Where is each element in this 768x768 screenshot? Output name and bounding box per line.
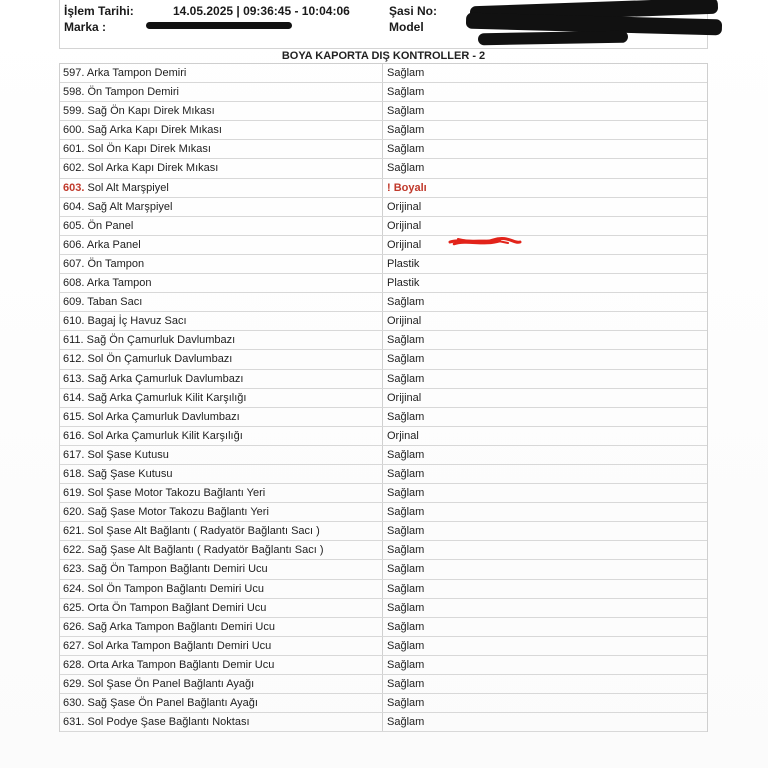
status-cell: Orjinal xyxy=(387,429,419,442)
item-name: Sol Arka Çamurluk Kilit Karşılığı xyxy=(84,429,243,442)
item-number: 626. xyxy=(63,620,85,633)
status-cell: Sağlam xyxy=(387,678,425,690)
item-number: 610. xyxy=(63,315,85,328)
item-number: 616. xyxy=(63,429,85,442)
status-cell: Sağlam xyxy=(387,563,425,576)
item-cell xyxy=(60,64,383,82)
item-cell xyxy=(60,637,383,655)
item-cell xyxy=(60,274,383,292)
model-label: Model xyxy=(389,20,424,34)
item-name: Sol Şase Ön Panel Bağlantı Ayağı xyxy=(84,678,255,690)
item-cell xyxy=(60,350,383,368)
table-row xyxy=(60,102,707,121)
item-cell xyxy=(60,83,383,101)
status-cell: Sağlam xyxy=(387,620,425,633)
status-cell: Sağlam xyxy=(387,86,425,99)
item-cell xyxy=(60,580,383,598)
item-name: Orta Arka Tampon Bağlantı Demir Ucu xyxy=(84,658,275,671)
item-number: 597. xyxy=(63,67,85,79)
item-cell xyxy=(60,179,383,197)
item-name: Sağ Şase Alt Bağlantı ( Radyatör Bağlantı Sacı ) xyxy=(84,544,324,557)
table-row xyxy=(60,331,707,350)
brand-redaction xyxy=(146,22,292,29)
item-cell xyxy=(60,121,383,139)
item-number: 605. xyxy=(63,219,85,232)
item-name: Sağ Alt Marşpiyel xyxy=(84,200,173,213)
status-cell: Sağlam xyxy=(387,525,425,538)
status-cell: Sağlam xyxy=(387,105,425,118)
item-name: Taban Sacı xyxy=(84,296,143,309)
item-name: Sağ Ön Kapı Direk Mıkası xyxy=(84,105,215,118)
status-cell: Orijinal xyxy=(387,391,422,404)
status-cell: ! Boyalı xyxy=(387,181,427,194)
status-cell: Sağlam xyxy=(387,658,425,671)
table-row xyxy=(60,179,707,198)
table-row xyxy=(60,274,707,293)
table-row xyxy=(60,121,707,140)
status-cell: Orijinal xyxy=(387,238,422,251)
item-cell xyxy=(60,293,383,311)
item-name: Sol Arka Kapı Direk Mıkası xyxy=(84,162,219,175)
table-row xyxy=(60,64,707,83)
table-row xyxy=(60,465,707,484)
status-cell: Sağlam xyxy=(387,697,425,710)
table-row xyxy=(60,522,707,541)
item-cell xyxy=(60,675,383,693)
item-name: Sol Alt Marşpiyel xyxy=(84,181,169,194)
status-cell: Sağlam xyxy=(387,601,425,614)
item-number: 625. xyxy=(63,601,85,614)
item-number: 613. xyxy=(63,372,85,385)
item-cell xyxy=(60,713,383,731)
item-number: 628. xyxy=(63,658,85,671)
item-cell xyxy=(60,370,383,388)
item-name: Sağ Şase Kutusu xyxy=(84,467,173,480)
chassis-label: Şasi No: xyxy=(389,4,438,18)
item-number: 618. xyxy=(63,467,85,480)
table-row xyxy=(60,312,707,331)
item-cell xyxy=(60,389,383,407)
status-cell: Sağlam xyxy=(387,448,425,461)
item-name: Sağ Arka Kapı Direk Mıkası xyxy=(84,124,222,137)
status-cell: Plastik xyxy=(387,277,420,290)
item-name: Orta Ön Tampon Bağlant Demiri Ucu xyxy=(84,601,267,614)
date-value: 14.05.2025 | 09:36:45 - 10:04:06 xyxy=(173,4,350,18)
item-name: Ön Panel xyxy=(84,219,134,232)
table-row xyxy=(60,408,707,427)
table-row xyxy=(60,370,707,389)
table-row xyxy=(60,484,707,503)
table-row xyxy=(60,83,707,102)
item-cell xyxy=(60,236,383,254)
item-number: 627. xyxy=(63,639,85,652)
item-number: 615. xyxy=(63,410,85,423)
item-number: 611. xyxy=(63,334,84,347)
item-number: 606. xyxy=(63,238,85,251)
table-row xyxy=(60,236,707,255)
item-cell xyxy=(60,599,383,617)
item-name: Sağ Arka Tampon Bağlantı Demiri Ucu xyxy=(84,620,275,633)
item-number: 631. xyxy=(63,716,85,729)
item-name: Sol Ön Tampon Bağlantı Demiri Ucu xyxy=(84,582,264,595)
item-number: 607. xyxy=(63,257,85,270)
table-row xyxy=(60,427,707,446)
item-name: Arka Tampon xyxy=(84,277,152,290)
table-row xyxy=(60,293,707,312)
table-row xyxy=(60,560,707,579)
item-number: 599. xyxy=(63,105,85,118)
table-row xyxy=(60,637,707,656)
item-cell xyxy=(60,255,383,273)
table-row xyxy=(60,599,707,618)
item-cell xyxy=(60,560,383,578)
status-cell: Sağlam xyxy=(387,124,425,137)
item-name: Sağ Ön Tampon Bağlantı Demiri Ucu xyxy=(84,563,268,576)
item-name: Ön Tampon xyxy=(84,257,145,270)
item-name: Sağ Arka Çamurluk Davlumbazı xyxy=(84,372,244,385)
status-cell: Sağlam xyxy=(387,162,425,175)
table-row xyxy=(60,541,707,560)
status-cell: Sağlam xyxy=(387,487,425,500)
item-number: 622. xyxy=(63,544,85,557)
item-number: 601. xyxy=(63,143,85,156)
item-number: 602. xyxy=(63,162,85,175)
item-number: 624. xyxy=(63,582,85,595)
status-cell: Sağlam xyxy=(387,467,425,480)
item-name: Sol Podye Şase Bağlantı Noktası xyxy=(84,716,250,729)
status-cell: Sağlam xyxy=(387,334,425,347)
item-cell xyxy=(60,427,383,445)
item-number: 612. xyxy=(63,353,85,366)
status-cell: Plastik xyxy=(387,257,420,270)
table-row xyxy=(60,140,707,159)
item-name: Sağ Şase Motor Takozu Bağlantı Yeri xyxy=(84,506,269,519)
table-row xyxy=(60,580,707,599)
item-name: Ön Tampon Demiri xyxy=(84,86,179,99)
item-number: 598. xyxy=(63,86,85,99)
table-row xyxy=(60,159,707,178)
item-cell xyxy=(60,408,383,426)
item-name: Sol Arka Tampon Bağlantı Demiri Ucu xyxy=(84,639,272,652)
item-name: Sağ Şase Ön Panel Bağlantı Ayağı xyxy=(84,697,258,710)
table-row xyxy=(60,618,707,637)
item-cell xyxy=(60,465,383,483)
item-cell xyxy=(60,541,383,559)
item-cell xyxy=(60,159,383,177)
item-number: 621. xyxy=(63,525,85,538)
item-cell xyxy=(60,140,383,158)
status-cell: Sağlam xyxy=(387,639,425,652)
item-name: Sol Ön Kapı Direk Mıkası xyxy=(84,143,211,156)
status-cell: Sağlam xyxy=(387,296,425,309)
item-name: Sol Şase Kutusu xyxy=(84,448,169,461)
item-cell xyxy=(60,446,383,464)
table-row xyxy=(60,217,707,236)
item-cell xyxy=(60,312,383,330)
table-row xyxy=(60,198,707,217)
item-cell xyxy=(60,503,383,521)
status-cell: Sağlam xyxy=(387,506,425,519)
table-row xyxy=(60,656,707,675)
item-name: Arka Tampon Demiri xyxy=(84,67,187,79)
red-scribble-mark xyxy=(448,236,522,248)
item-cell xyxy=(60,198,383,216)
item-number: 604. xyxy=(63,200,85,213)
table-row xyxy=(60,503,707,522)
item-number: 614. xyxy=(63,391,85,404)
item-cell xyxy=(60,217,383,235)
table-row xyxy=(60,713,707,732)
status-cell: Sağlam xyxy=(387,716,425,729)
status-cell: Sağlam xyxy=(387,372,425,385)
item-number: 629. xyxy=(63,678,85,690)
item-name: Arka Panel xyxy=(84,238,141,251)
item-number: 600. xyxy=(63,124,85,137)
table-row xyxy=(60,446,707,465)
item-cell xyxy=(60,618,383,636)
status-cell: Sağlam xyxy=(387,410,425,423)
item-number: 608. xyxy=(63,277,85,290)
item-cell xyxy=(60,522,383,540)
status-cell: Orijinal xyxy=(387,200,422,213)
status-cell: Sağlam xyxy=(387,143,425,156)
table-row xyxy=(60,389,707,408)
item-cell xyxy=(60,484,383,502)
status-cell: Sağlam xyxy=(387,582,425,595)
item-cell xyxy=(60,102,383,120)
status-cell: Sağlam xyxy=(387,67,425,79)
item-name: Sol Arka Çamurluk Davlumbazı xyxy=(84,410,240,423)
item-number: 617. xyxy=(63,448,85,461)
item-name: Sağ Ön Çamurluk Davlumbazı xyxy=(83,334,236,347)
table-row xyxy=(60,255,707,274)
brand-label: Marka : xyxy=(64,20,107,34)
date-label: İşlem Tarihi: xyxy=(64,4,134,18)
item-number: 619. xyxy=(63,487,85,500)
item-name: Sağ Arka Çamurluk Kilit Karşılığı xyxy=(84,391,247,404)
status-cell: Orijinal xyxy=(387,219,422,232)
item-number: 623. xyxy=(63,563,85,576)
status-cell: Sağlam xyxy=(387,544,425,557)
item-number: 609. xyxy=(63,296,85,309)
item-name: Sol Şase Motor Takozu Bağlantı Yeri xyxy=(84,487,266,500)
status-cell: Orijinal xyxy=(387,315,422,328)
item-cell xyxy=(60,656,383,674)
section-title: BOYA KAPORTA DIŞ KONTROLLER - 2 xyxy=(281,50,486,62)
item-cell xyxy=(60,694,383,712)
item-name: Bagaj İç Havuz Sacı xyxy=(84,315,187,328)
item-number: 603. xyxy=(63,181,85,194)
item-number: 630. xyxy=(63,697,85,710)
inspection-table xyxy=(59,63,708,732)
table-row xyxy=(60,350,707,369)
table-row xyxy=(60,694,707,713)
table-row xyxy=(60,675,707,694)
status-cell: Sağlam xyxy=(387,353,425,366)
item-name: Sol Şase Alt Bağlantı ( Radyatör Bağlantı Sacı ) xyxy=(84,525,320,538)
item-name: Sol Ön Çamurluk Davlumbazı xyxy=(84,353,233,366)
item-cell xyxy=(60,331,383,349)
item-number: 620. xyxy=(63,506,85,519)
